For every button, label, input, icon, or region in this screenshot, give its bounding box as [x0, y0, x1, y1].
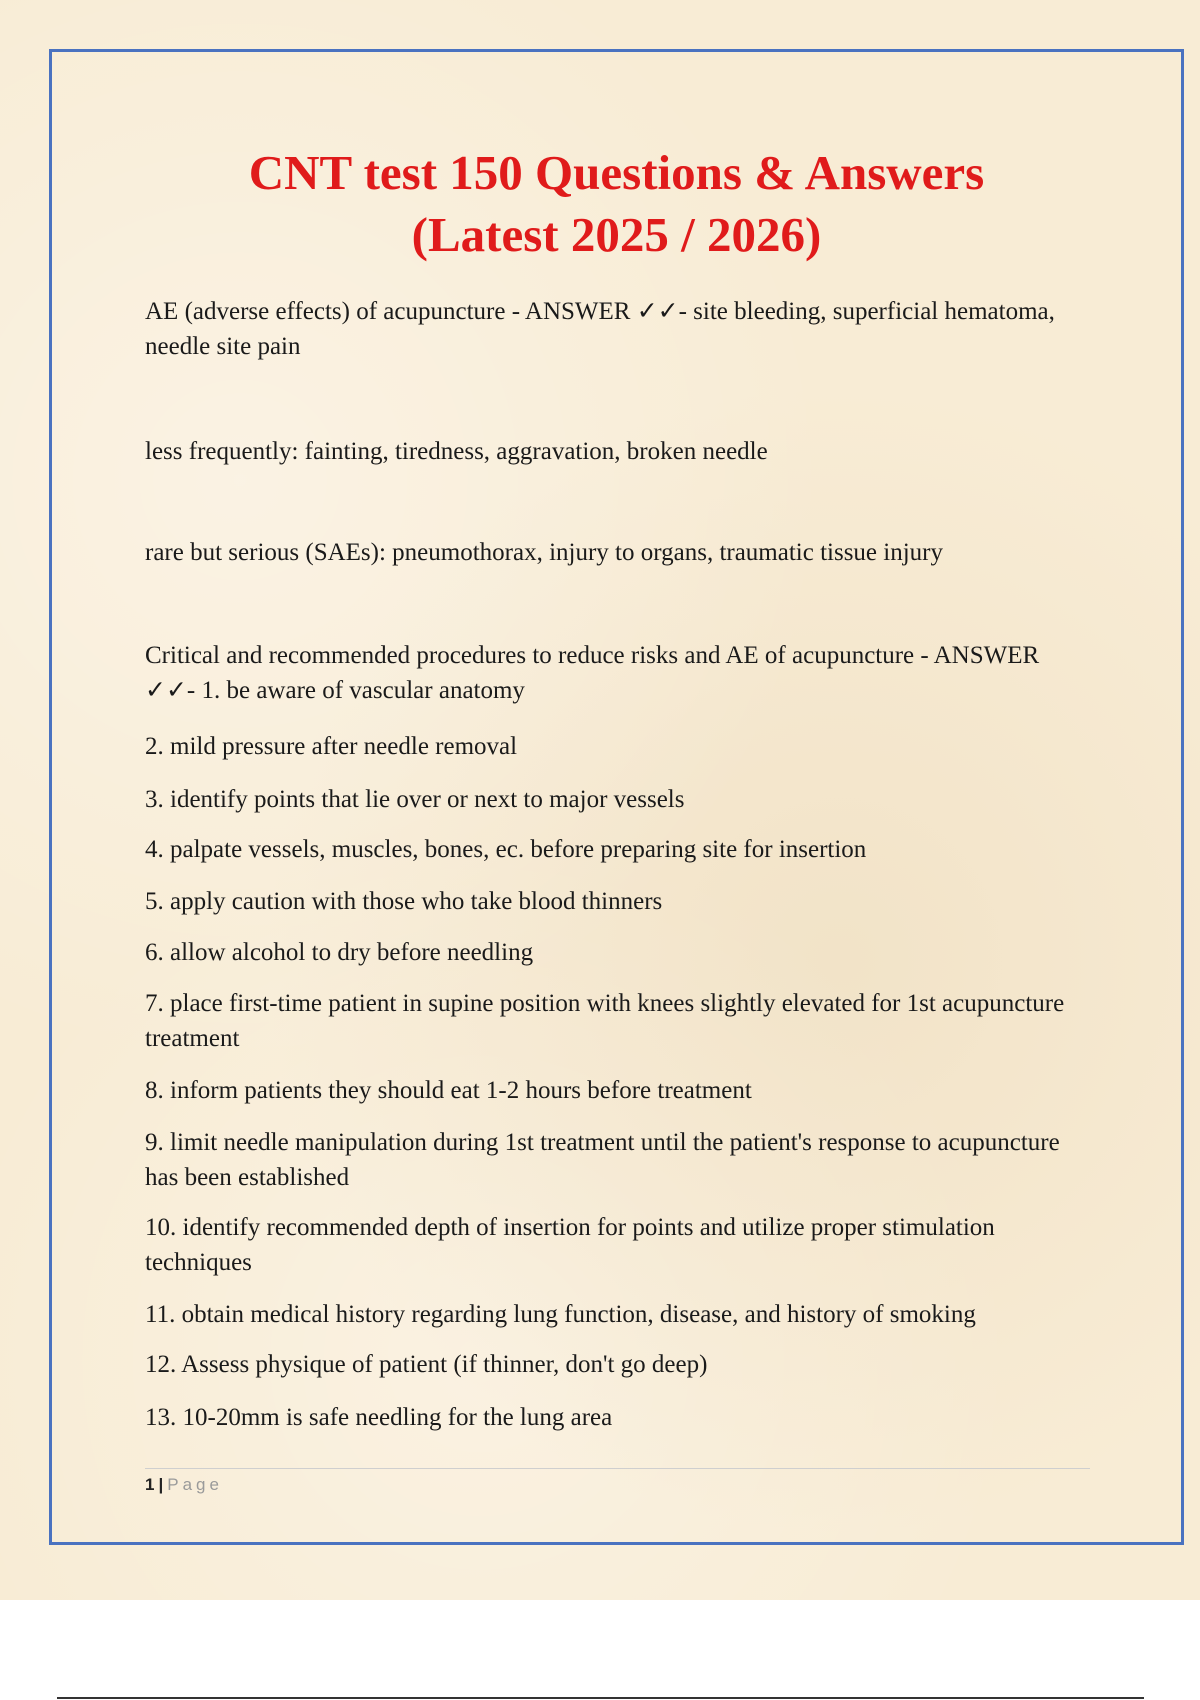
list-item: 9. limit needle manipulation during 1st treatment until the patient's response to acupuncture has been established [145, 1129, 1060, 1191]
list-item: 7. place first-time patient in supine position with knees slightly elevated for 1st acupuncture treatment [145, 990, 1065, 1052]
list-item: 4. palpate vessels, muscles, bones, ec. before preparing site for insertion [145, 836, 867, 863]
paragraph: rare but serious (SAEs): pneumothorax, injury to organs, traumatic tissue injury [145, 539, 943, 566]
footer-separator: | [158, 1475, 164, 1494]
list-item: 2. mild pressure after needle removal [145, 733, 518, 760]
paragraph: AE (adverse effects) of acupuncture - ANSWER ✓✓- site bleeding, superficial hematoma, needle site pain [145, 298, 1055, 360]
list-item: 8. inform patients they should eat 1-2 hours before treatment [145, 1077, 752, 1104]
list-item: 6. allow alcohol to dry before needling [145, 939, 534, 966]
list-item: 11. obtain medical history regarding lung function, disease, and history of smoking [145, 1301, 976, 1328]
paragraph: Critical and recommended procedures to reduce risks and AE of acupuncture - ANSWER ✓✓- 1. be aware of vascular anatomy [145, 642, 1040, 704]
list-item: 12. Assess physique of patient (if thinner, don't go deep) [145, 1351, 708, 1378]
document-title [49, 142, 1184, 266]
list-item: 3. identify points that lie over or next to major vessels [145, 786, 685, 813]
bottom-divider [57, 1697, 1144, 1699]
page-label: Page [167, 1475, 223, 1494]
page-number: 1 [145, 1475, 155, 1494]
paragraph: less frequently: fainting, tiredness, aggravation, broken needle [145, 438, 768, 465]
title-line-2: (Latest 2025 / 2026) [411, 207, 822, 262]
title-line-1: CNT test 150 Questions & Answers [248, 145, 985, 200]
list-item: 5. apply caution with those who take blood thinners [145, 888, 663, 915]
list-item: 13. 10-20mm is safe needling for the lung area [145, 1404, 613, 1431]
list-item: 10. identify recommended depth of insertion for points and utilize proper stimulation techniques [145, 1214, 995, 1276]
page-footer [145, 1468, 1090, 1495]
